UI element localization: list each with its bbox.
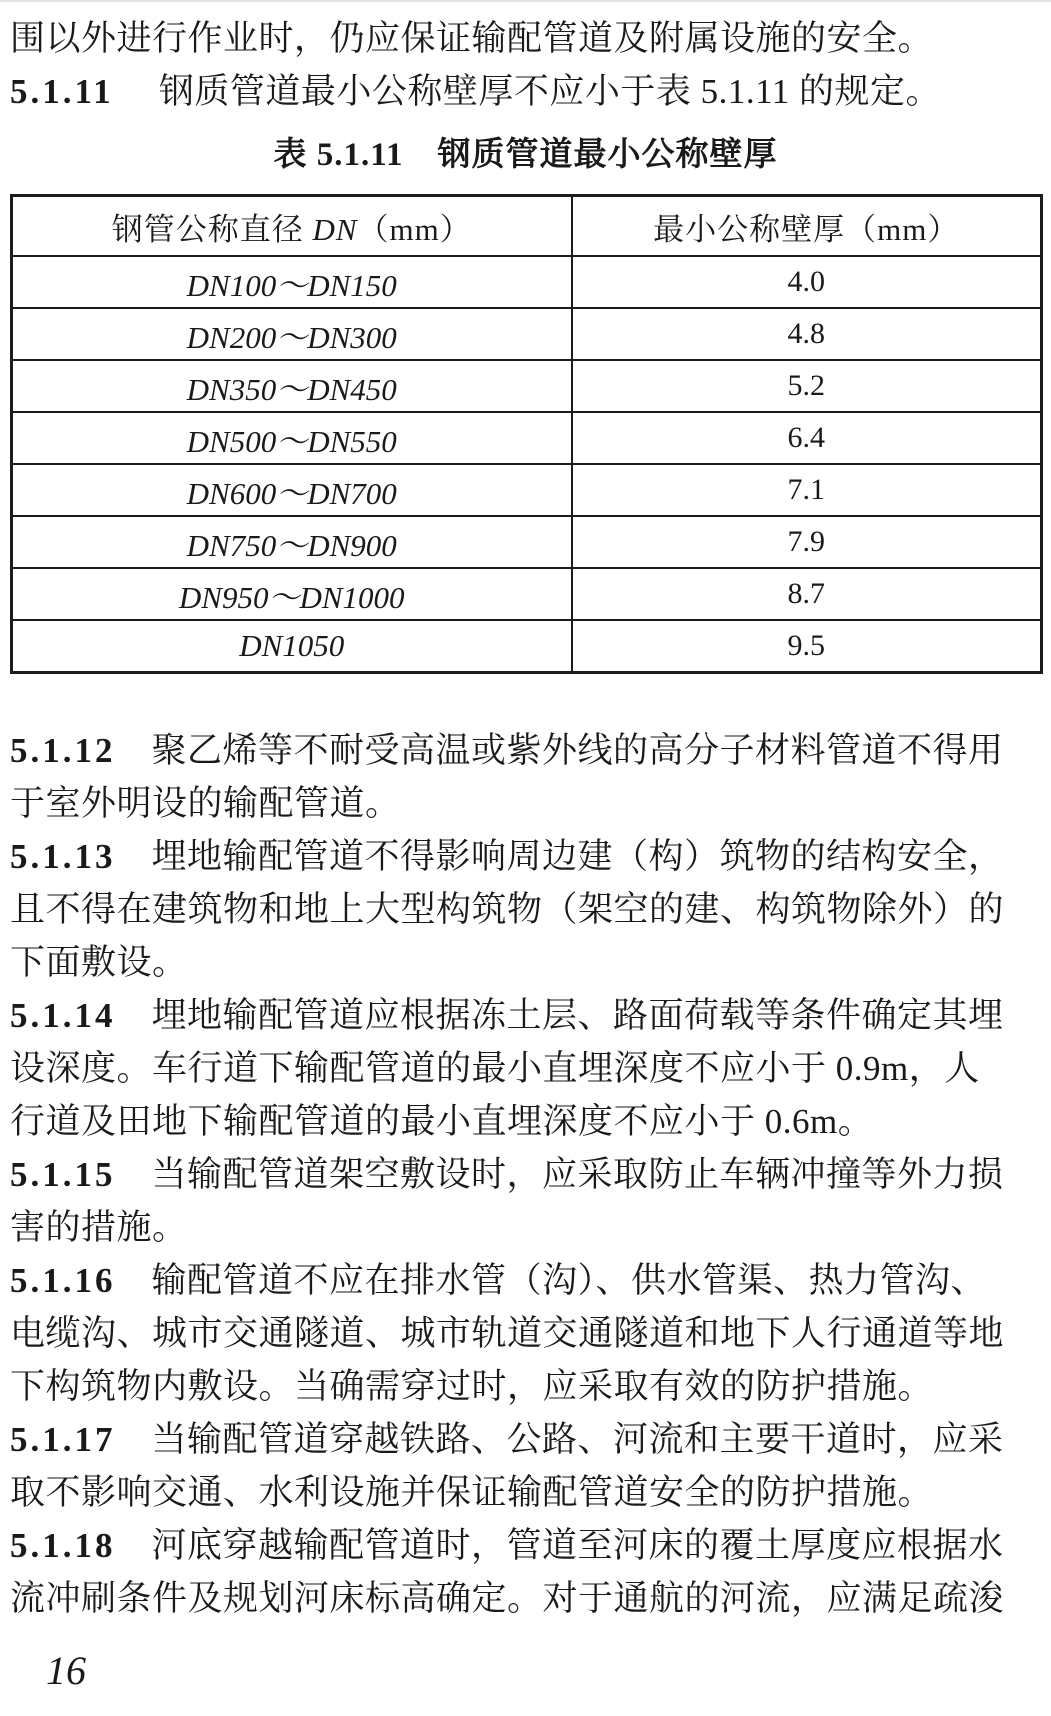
table-row — [12, 412, 1042, 464]
body-text-column — [10, 12, 1041, 1625]
diameter-range-cell: DN1050 — [12, 620, 572, 673]
clause-number: 5.1.11 — [10, 72, 114, 111]
diameter-range-cell: DN100～DN150 — [12, 256, 572, 308]
clause-text: 害的措施。 — [10, 1208, 188, 1247]
clause-text: 下面敷设。 — [10, 943, 188, 982]
diameter-range-cell: DN600～DN700 — [12, 464, 572, 516]
clause-5-1-11 — [10, 65, 1041, 118]
clause-5-1-17 — [10, 1413, 1041, 1519]
clause-text: 下构筑物内敷设。当确需穿过时，应采取有效的防护措施。 — [10, 1367, 934, 1406]
diameter-range-cell: DN500～DN550 — [12, 412, 572, 464]
clause-text: 输配管道不应在排水管（沟）、供水管渠、热力管沟、 — [151, 1261, 987, 1300]
min-wall-thickness-table — [10, 194, 1043, 674]
table-row — [12, 256, 1042, 308]
table-row — [12, 464, 1042, 516]
clause-number: 5.1.14 — [10, 996, 116, 1035]
clause-line — [10, 830, 1041, 883]
clauses-block — [10, 724, 1041, 1625]
clause-5-1-13 — [10, 830, 1041, 989]
clause-text: 当输配管道架空敷设时，应采取防止车辆冲撞等外力损 — [151, 1155, 1004, 1194]
thickness-value-cell: 6.4 — [572, 412, 1042, 464]
clause-line — [10, 1254, 1041, 1307]
thickness-value-cell: 4.0 — [572, 256, 1042, 308]
clause-number: 5.1.17 — [10, 1420, 116, 1459]
clause-line — [10, 1307, 1041, 1360]
table-caption: 表 5.1.11 钢质管道最小公称壁厚 — [273, 137, 778, 173]
table-row — [12, 360, 1042, 412]
column-header-diameter — [12, 196, 572, 257]
clause-number: 5.1.16 — [10, 1261, 116, 1300]
thickness-value-cell: 7.9 — [572, 516, 1042, 568]
table-row — [12, 620, 1042, 673]
table-row — [12, 308, 1042, 360]
dn-symbol: DN — [312, 211, 358, 247]
clause-5-1-12 — [10, 724, 1041, 830]
clause-number: 5.1.15 — [10, 1155, 116, 1194]
clause-number: 5.1.18 — [10, 1526, 116, 1565]
clause-line — [10, 936, 1041, 989]
diameter-range-cell: DN950～DN1000 — [12, 568, 572, 620]
column-header-thickness: 最小公称壁厚（mm） — [572, 196, 1042, 257]
clause-text: 埋地输配管道不得影响周边建（构）筑物的结构安全， — [151, 837, 1004, 876]
clause-text: 于室外明设的输配管道。 — [10, 784, 401, 823]
thickness-value-cell: 7.1 — [572, 464, 1042, 516]
clause-line — [10, 1572, 1041, 1625]
clause-text: 钢质管道最小公称壁厚不应小于表 5.1.11 的规定。 — [158, 72, 942, 111]
clause-number: 5.1.13 — [10, 837, 116, 876]
clause-5-1-15 — [10, 1148, 1041, 1254]
clause-number: 5.1.12 — [10, 731, 116, 770]
table-header-row — [12, 196, 1042, 257]
clause-text: 聚乙烯等不耐受高温或紫外线的高分子材料管道不得用 — [151, 731, 1004, 770]
clause-line — [10, 1095, 1041, 1148]
thickness-value-cell: 8.7 — [572, 568, 1042, 620]
clause-line — [10, 1148, 1041, 1201]
column-header-diameter-label: 钢管公称直径 — [111, 211, 313, 247]
clause-line — [10, 989, 1041, 1042]
clause-text: 取不影响交通、水利设施并保证输配管道安全的防护措施。 — [10, 1473, 934, 1512]
column-header-diameter-unit: （mm） — [357, 211, 472, 247]
clause-line — [10, 1466, 1041, 1519]
clause-line — [10, 1360, 1041, 1413]
clause-text: 行道及田地下输配管道的最小直埋深度不应小于 0.6m。 — [10, 1102, 874, 1141]
clause-line — [10, 1413, 1041, 1466]
diameter-range-cell: DN200～DN300 — [12, 308, 572, 360]
diameter-range-cell: DN750～DN900 — [12, 516, 572, 568]
clause-line — [10, 883, 1041, 936]
clause-line — [10, 724, 1041, 777]
table-row — [12, 568, 1042, 620]
clause-text: 电缆沟、城市交通隧道、城市轨道交通隧道和地下人行通道等地 — [10, 1314, 1005, 1353]
clause-text: 河底穿越输配管道时，管道至河床的覆土厚度应根据水 — [151, 1526, 1004, 1565]
clause-text: 流冲刷条件及规划河床标高确定。对于通航的河流，应满足疏浚 — [10, 1579, 1005, 1618]
clause-line — [10, 1201, 1041, 1254]
clause-text: 设深度。车行道下输配管道的最小直埋深度不应小于 0.9m，人 — [10, 1049, 980, 1088]
clause-line — [10, 1519, 1041, 1572]
clause-text: 埋地输配管道应根据冻土层、路面荷载等条件确定其埋 — [151, 996, 1004, 1035]
clause-5-1-18 — [10, 1519, 1041, 1625]
clause-text: 且不得在建筑物和地上大型构筑物（架空的建、构筑物除外）的 — [10, 890, 1005, 929]
paragraph-continuation — [10, 12, 1041, 65]
clause-text: 当输配管道穿越铁路、公路、河流和主要干道时，应采 — [151, 1420, 1004, 1459]
thickness-value-cell: 4.8 — [572, 308, 1042, 360]
thickness-value-cell: 5.2 — [572, 360, 1042, 412]
thickness-value-cell: 9.5 — [572, 620, 1042, 673]
diameter-range-cell: DN350～DN450 — [12, 360, 572, 412]
page-number: 16 — [46, 1648, 86, 1693]
table-row — [12, 516, 1042, 568]
clause-line — [10, 1042, 1041, 1095]
paragraph-continuation-text: 围以外进行作业时，仍应保证输配管道及附属设施的安全。 — [10, 19, 934, 58]
clause-5-1-14 — [10, 989, 1041, 1148]
clause-5-1-16 — [10, 1254, 1041, 1413]
clause-line — [10, 777, 1041, 830]
